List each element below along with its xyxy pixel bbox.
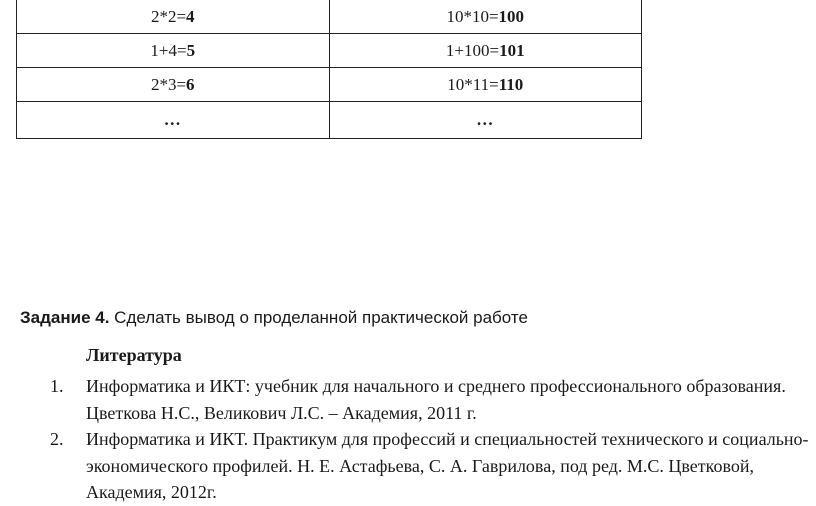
- table-cell: [329, 0, 642, 34]
- list-item-number: 2.: [50, 429, 64, 449]
- table-row: [17, 0, 642, 34]
- table-cell: [17, 102, 330, 139]
- table-cell: [17, 68, 330, 102]
- list-item-text: Информатика и ИКТ: учебник для начального и среднего профессионального образования. Цветкова Н.С., Великович Л.С. – Академия, 2011 г.: [86, 376, 786, 423]
- cell-expression: 10*11=: [447, 74, 499, 94]
- task-text: Сделать вывод о проделанной практической работе: [114, 308, 528, 327]
- list-item-number: 1.: [50, 376, 64, 396]
- list-item-text: Информатика и ИКТ. Практикум для профессий и специальностей технического и социально-экономического профилей. Н. Е. Астафьева, С. А. Гаврилова, под ред. М.С. Цветковой, Академия, 2012г.: [86, 429, 809, 502]
- cell-expression: 10*10=: [446, 6, 499, 26]
- cell-result: 110: [498, 74, 524, 94]
- task-line: [20, 308, 528, 328]
- cell-result: 100: [498, 6, 525, 26]
- cell-result: 5: [186, 40, 196, 60]
- ellipsis-text: …: [476, 110, 495, 129]
- table-cell: [17, 0, 330, 34]
- cell-result: 101: [499, 40, 525, 60]
- literature-list: [50, 373, 816, 506]
- table-row: [17, 102, 642, 139]
- table-cell: [329, 102, 642, 139]
- list-item: [50, 373, 816, 426]
- literature-heading: Литература: [86, 345, 182, 365]
- ellipsis-text: …: [163, 110, 182, 129]
- results-table: [16, 0, 642, 139]
- cell-result: 4: [186, 6, 195, 26]
- cell-expression: 1+100=: [445, 40, 500, 60]
- cell-expression: 1+4=: [150, 40, 187, 60]
- cell-expression: 2*3=: [150, 74, 187, 94]
- list-item: [50, 426, 816, 506]
- cell-expression: 2*2=: [150, 6, 187, 26]
- table-cell: [329, 68, 642, 102]
- table-row: [17, 68, 642, 102]
- task-label: Задание 4.: [20, 308, 110, 327]
- table-cell: [329, 34, 642, 68]
- table-cell: [17, 34, 330, 68]
- table-row: [17, 34, 642, 68]
- cell-result: 6: [186, 74, 195, 94]
